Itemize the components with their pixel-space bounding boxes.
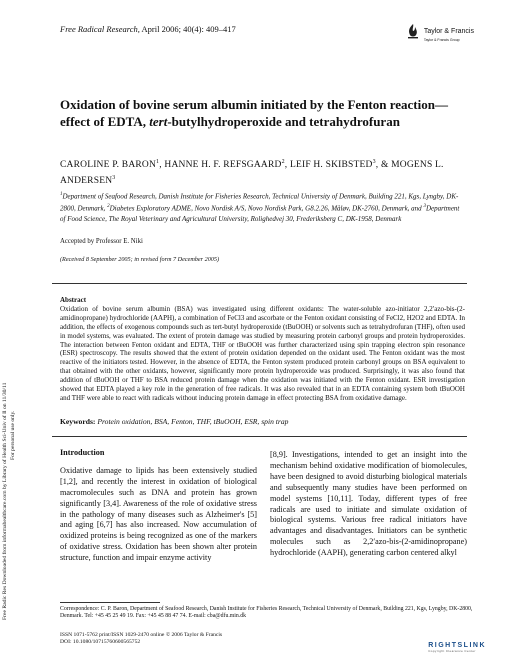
journal-citation xyxy=(60,24,236,34)
rightslink-logo xyxy=(428,642,486,653)
accepted-by: Accepted by Professor E. Niki xyxy=(60,238,143,245)
author-list: CAROLINE P. BARON$^1$, HANNE H. F. REFSGAARD$^2$, LEIF H. SKIBSTED$^3$, & MOGENS L. ANDERSEN$^3$ xyxy=(60,159,444,187)
title-text: Oxidation of bovine serum albumin initiated by the Fenton reaction—effect of EDTA, tert-butylhydroperoxide and tetrahydrofuran xyxy=(60,97,448,129)
journal-issue: April 2006; 40(4): 409–417 xyxy=(139,24,236,34)
body-right-column xyxy=(270,450,467,559)
publisher-name: Taylor & Francis xyxy=(423,28,474,35)
received-dates: (Received 8 September 2005; in revised form 7 December 2005) xyxy=(60,256,220,263)
introduction-text-left: Oxidative damage to lipids has been extensively studied [1,2], and recently the interest in oxidation of biological macromolecules such as DNA and protein has grown significantly [3,4]. Awareness of the role of oxidative stress in the pathology of many diseases such as Alzheimer's [5] and aging [6,7] has also increased. Now accumulation of oxidized proteins is being recognized as one of the markers of oxidative stress. Oxidation has been shown alter protein structure, function and impair enzyme activity xyxy=(60,465,257,563)
doi-line: DOI: 10.1080/10715760600565752 xyxy=(60,639,141,645)
personal-use-notice: For personal use only. xyxy=(10,410,16,460)
keywords-label: Keywords: xyxy=(60,417,96,426)
introduction-heading: Introduction xyxy=(60,448,105,457)
publisher-logo xyxy=(406,20,474,42)
publisher-flame-icon xyxy=(406,23,420,39)
issn-doi xyxy=(60,632,222,646)
affiliations: $^1$Department of Seafood Research, Danish Institute for Fisheries Research, Technical University of Denmark, Building 221, Kgs, Lyngby, DK-2800, Denmark, $^2$Diabetes Exploratory ADME, Novo Nordisk A/S, Novo Nordisk Park, G8.2.26, Måløv, DK-2760, Denmark, and $^3$Department of Food Science, The Royal Veterinary and Agricultural University, Rolighedvej 30, Frederiksberg C, DK-1958, Denmark xyxy=(60,192,460,223)
correspondence-note: Correspondence: C. P. Baron, Department of Seafood Research, Danish Institute for Fisheries Research, Technical University of Denmark, Building 221, Kgs, Lyngby, DK-2800, Denmark. Tel: +45 45 25 49 19. Fax: +45 45 88 47 74. E-mail: cba@dfu.min.dk xyxy=(60,606,473,620)
keywords xyxy=(60,417,465,426)
rightslink-text: RIGHTSLINK xyxy=(428,642,486,649)
abstract-top-rule xyxy=(52,283,467,284)
journal-name: Free Radical Research, xyxy=(60,24,140,34)
publisher-group: Taylor & Francis Group xyxy=(423,38,460,42)
introduction-text-right: [8,9]. Investigations, intended to get an insight into the mechanism behind oxidative modification of biomolecules, have been designed to avoid disturbing biological materials and subsequently many studies have been performed on model systems [10,11]. Today, different types of free radicals are used to initiate and simulate oxidation of biological systems. Various free radical initiators have advantages and disadvantages. Initiators can be synthetic molecules such as 2,2′azo-bis-(2-amidinopropane) hydrochloride (AAPH), generating carbon centered alkyl xyxy=(270,450,467,558)
keywords-list: Protein oxidation, BSA, Fenton, THF, tBuOOH, ESR, spin trap xyxy=(95,417,289,426)
abstract-section xyxy=(60,296,465,403)
abstract-text: Oxidation of bovine serum albumin (BSA) was investigated using different oxidants: The water-soluble azo-initiator 2,2′azo-bis-(2-amidinopropane) hydrochloride (AAPH), a combination of FeCl3 and ascorbate or the Fenton oxidant consisting of FeCl2, H2O2 and EDTA. In addition, the effects of exogenous compounds such as tert-butyl hydroperoxide (tBuOOH) or solvents such as tetrahydrofuran (THF), often used in model systems, was evaluated. The extent of protein damage was studied by measuring protein carbonyl groups and protein hydroperoxides. The interaction between Fenton oxidant and EDTA, THF or tBuOOH was further characterized using spin trapping electron spin resonance (ESR) spectroscopy. The results showed that the extent of protein oxidation depended on the oxidant used. The Fenton oxidant was the most reactive of the initiators tested. However, in the absence of EDTA, the Fenton system produced protein carbonyl groups on BSA equivalent to that obtained with the other oxidants, however, significantly more protein hydroperoxide was produced. Surprisingly, it was also found that addition of tBuOOH or THF to BSA reduced protein damage when the oxidation was initiated with the Fenton oxidant. ESR investigation showed that EDTA played a key role in the generation of free radicals. It was also revealed that in an EDTA containing system both tBuOOH and THF were able to react with radicals without inducing protein damage in effect protecting BSA from oxidative damage. xyxy=(60,304,465,402)
issn-line: ISSN 1071-5762 print/ISSN 1029-2470 online © 2006 Taylor & Francis xyxy=(60,632,223,638)
body-left-column xyxy=(60,448,257,564)
download-notice: Free Radic Res Downloaded from informahealthcare.com by Library of Health Sci-Univ of Il on 11/30/11 xyxy=(2,382,8,620)
rightslink-subtext: Copyright Clearance Center xyxy=(428,649,476,653)
article-title xyxy=(60,96,460,130)
download-watermark xyxy=(0,0,28,660)
abstract-heading: Abstract xyxy=(60,296,87,304)
abstract-bottom-rule xyxy=(52,436,467,437)
footnote-rule xyxy=(60,602,160,603)
